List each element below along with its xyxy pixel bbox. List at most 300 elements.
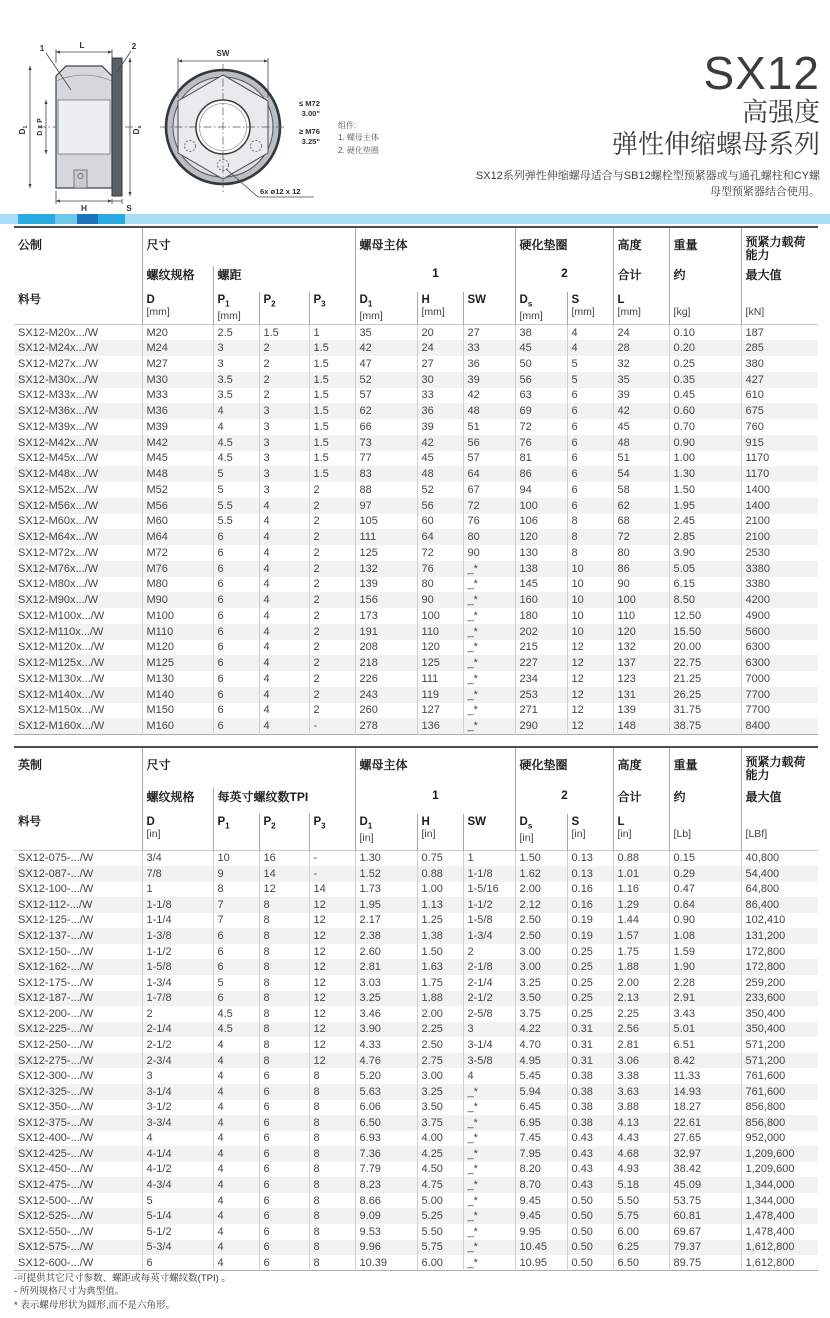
column-header: L [mm]: [613, 292, 669, 325]
value-cell: 12: [309, 913, 355, 929]
value-cell: 1.63: [417, 959, 463, 975]
value-cell: 51: [613, 451, 669, 467]
part-number-cell: SX12-M150x.../W: [18, 704, 105, 717]
group-size: 尺寸: [142, 227, 355, 266]
value-cell: 66: [355, 419, 417, 435]
value-cell: 2: [309, 592, 355, 608]
value-cell: 54: [613, 466, 669, 482]
value-cell: 4: [259, 592, 309, 608]
value-cell: 4: [259, 545, 309, 561]
value-cell: 0.16: [567, 882, 613, 898]
value-cell: 8: [309, 1131, 355, 1147]
note-large-size: 3.25": [301, 137, 320, 146]
value-cell: 3.00: [515, 959, 567, 975]
value-cell: 7: [213, 913, 259, 929]
value-cell: 0.90: [669, 913, 741, 929]
value-cell: 6: [213, 718, 259, 734]
value-cell: 2-5/8: [463, 1006, 515, 1022]
value-cell: 39: [613, 388, 669, 404]
value-cell: 90: [613, 577, 669, 593]
value-cell: 12: [309, 991, 355, 1007]
column-header: S [in]: [567, 814, 613, 851]
value-cell: 6: [259, 1100, 309, 1116]
value-cell: 3.5: [213, 388, 259, 404]
part-number-cell: SX12-M42x.../W: [18, 436, 99, 449]
value-cell: 16: [259, 851, 309, 867]
value-cell: 0.20: [669, 340, 741, 356]
value-cell: M160: [142, 718, 213, 734]
value-cell: _*: [463, 718, 515, 734]
value-cell: 4: [259, 655, 309, 671]
value-cell: 187: [741, 325, 818, 341]
value-cell: M130: [142, 671, 213, 687]
value-cell: 3.25: [417, 1084, 463, 1100]
value-cell: 5: [567, 372, 613, 388]
value-cell: 7000: [741, 671, 818, 687]
value-cell: 5.75: [417, 1240, 463, 1256]
value-cell: 4: [213, 403, 259, 419]
subtitle-series-name: 弹性伸缩螺母系列: [611, 128, 820, 159]
value-cell: 5.63: [355, 1084, 417, 1100]
value-cell: 64,800: [741, 882, 818, 898]
value-cell: _*: [463, 592, 515, 608]
value-cell: 67: [463, 482, 515, 498]
part-number-cell: SX12-M64x.../W: [18, 531, 99, 544]
value-cell: 2: [309, 671, 355, 687]
value-cell: 1.57: [613, 928, 669, 944]
value-cell: 10: [567, 608, 613, 624]
value-cell: 2.50: [417, 1037, 463, 1053]
table-row: [14, 1240, 818, 1256]
table-row: [14, 1100, 818, 1116]
value-cell: 856,800: [741, 1115, 818, 1131]
value-cell: 5-1/2: [142, 1224, 213, 1240]
value-cell: 6: [213, 624, 259, 640]
value-cell: 4.00: [417, 1131, 463, 1147]
column-header: $D_1$ [in]: [355, 814, 417, 851]
value-cell: M36: [142, 403, 213, 419]
value-cell: 4.95: [515, 1053, 567, 1069]
value-cell: 5: [213, 975, 259, 991]
column-header: SW: [463, 292, 515, 325]
value-cell: 4: [142, 1131, 213, 1147]
value-cell: 51: [463, 419, 515, 435]
value-cell: 4.70: [515, 1037, 567, 1053]
value-cell: 4: [213, 1037, 259, 1053]
series-description: SX12系列弹性伸缩螺母适合与SB12螺栓型预紧器或与通孔螺柱和CY螺母型预紧器结合使用。: [475, 170, 820, 199]
value-cell: 38: [515, 325, 567, 341]
value-cell: 10.39: [355, 1255, 417, 1271]
value-cell: 4: [259, 577, 309, 593]
value-cell: 1400: [741, 498, 818, 514]
value-cell: 1,209,600: [741, 1162, 818, 1178]
column-header-part: 料号: [18, 816, 41, 828]
value-cell: 2.50: [515, 913, 567, 929]
value-cell: 12: [309, 944, 355, 960]
value-cell: 4200: [741, 592, 818, 608]
value-cell: 8: [259, 1022, 309, 1038]
value-cell: 120: [515, 529, 567, 545]
value-cell: 9: [213, 866, 259, 882]
value-cell: 2.5: [213, 325, 259, 341]
value-cell: 2.60: [355, 944, 417, 960]
table-row: [14, 435, 818, 451]
value-cell: _*: [463, 577, 515, 593]
value-cell: 3.63: [613, 1084, 669, 1100]
value-cell: 0.25: [567, 975, 613, 991]
value-cell: 6: [259, 1162, 309, 1178]
value-cell: 64: [463, 466, 515, 482]
value-cell: 30: [417, 372, 463, 388]
part-number-cell: SX12-M100x.../W: [18, 609, 105, 622]
table-row: [14, 1162, 818, 1178]
value-cell: 6.15: [669, 577, 741, 593]
sub-total: 合计: [613, 788, 669, 814]
value-cell: _*: [463, 1162, 515, 1178]
value-cell: 0.43: [567, 1146, 613, 1162]
value-cell: 88: [355, 482, 417, 498]
value-cell: 5.25: [417, 1208, 463, 1224]
value-cell: _*: [463, 1255, 515, 1271]
value-cell: 20: [417, 325, 463, 341]
group-size: 尺寸: [142, 747, 355, 788]
accent-bar-segment: [0, 214, 18, 224]
value-cell: 12: [567, 655, 613, 671]
value-cell: 5.50: [417, 1224, 463, 1240]
value-cell: 31.75: [669, 703, 741, 719]
value-cell: 4: [213, 1162, 259, 1178]
value-cell: 160: [515, 592, 567, 608]
value-cell: 3.06: [613, 1053, 669, 1069]
value-cell: 1-5/8: [142, 959, 213, 975]
value-cell: 38.42: [669, 1162, 741, 1178]
value-cell: 2.91: [669, 991, 741, 1007]
value-cell: 6.93: [355, 1131, 417, 1147]
value-cell: 1170: [741, 466, 818, 482]
table-row: [14, 1146, 818, 1162]
value-cell: 76: [463, 514, 515, 530]
value-cell: 6: [259, 1084, 309, 1100]
value-cell: 2.81: [355, 959, 417, 975]
value-cell: 8: [309, 1115, 355, 1131]
value-cell: 2.38: [355, 928, 417, 944]
value-cell: 2.50: [515, 928, 567, 944]
value-cell: 50: [515, 356, 567, 372]
value-cell: 172,800: [741, 959, 818, 975]
value-cell: 1.50: [669, 482, 741, 498]
table-row: [14, 897, 818, 913]
value-cell: 1-1/2: [142, 944, 213, 960]
value-cell: 15.50: [669, 624, 741, 640]
value-cell: 3.25: [355, 991, 417, 1007]
value-cell: 6: [213, 655, 259, 671]
value-cell: 4: [213, 1193, 259, 1209]
dim-label-DxP: D x P: [37, 118, 44, 136]
value-cell: 2530: [741, 545, 818, 561]
dim-label-D1: $D_1$: [18, 125, 29, 135]
value-cell: _*: [463, 671, 515, 687]
part-number-cell: SX12-175-.../W: [18, 976, 94, 989]
side-view: [18, 41, 143, 213]
part-number-cell: SX12-300-.../W: [18, 1070, 94, 1083]
value-cell: 0.90: [669, 435, 741, 451]
value-cell: 6.45: [515, 1100, 567, 1116]
value-cell: 3: [259, 435, 309, 451]
part-number-cell: SX12-M76x.../W: [18, 562, 99, 575]
value-cell: M80: [142, 577, 213, 593]
table-row: [14, 1115, 818, 1131]
value-cell: 1.5: [309, 451, 355, 467]
value-cell: 8: [567, 514, 613, 530]
value-cell: M45: [142, 451, 213, 467]
value-cell: 12: [567, 671, 613, 687]
value-cell: 260: [355, 703, 417, 719]
value-cell: 3.90: [669, 545, 741, 561]
value-cell: 2100: [741, 529, 818, 545]
value-cell: 8: [259, 1053, 309, 1069]
value-cell: 3.75: [417, 1115, 463, 1131]
value-cell: 0.50: [567, 1240, 613, 1256]
value-cell: 36: [417, 403, 463, 419]
value-cell: 1.5: [309, 419, 355, 435]
value-cell: 10: [567, 592, 613, 608]
value-cell: 6300: [741, 655, 818, 671]
sub-item-1: 1: [355, 788, 515, 814]
value-cell: 4.25: [417, 1146, 463, 1162]
value-cell: 80: [613, 545, 669, 561]
value-cell: 7.79: [355, 1162, 417, 1178]
part-number-cell: SX12-575-.../W: [18, 1241, 94, 1254]
value-cell: 0.13: [567, 851, 613, 867]
value-cell: 8: [309, 1208, 355, 1224]
value-cell: 4: [567, 325, 613, 341]
value-cell: 2: [259, 388, 309, 404]
value-cell: 0.50: [567, 1255, 613, 1271]
value-cell: 68: [613, 514, 669, 530]
part-number-cell: SX12-162-.../W: [18, 961, 94, 974]
value-cell: 2.28: [669, 975, 741, 991]
value-cell: 56: [463, 435, 515, 451]
value-cell: 1,344,000: [741, 1177, 818, 1193]
value-cell: 4-1/4: [142, 1146, 213, 1162]
value-cell: 8: [309, 1100, 355, 1116]
column-header: $D_1$ [mm]: [355, 292, 417, 325]
value-cell: 80: [463, 529, 515, 545]
value-cell: 2: [309, 655, 355, 671]
value-cell: M76: [142, 561, 213, 577]
value-cell: 4: [259, 718, 309, 734]
value-cell: 9.53: [355, 1224, 417, 1240]
value-cell: 0.10: [669, 325, 741, 341]
value-cell: 138: [515, 561, 567, 577]
sub-approx: 约: [669, 266, 741, 292]
group-height: 高度: [613, 227, 669, 266]
value-cell: 0.38: [567, 1115, 613, 1131]
value-cell: 5: [213, 466, 259, 482]
value-cell: 253: [515, 687, 567, 703]
part-number-cell: SX12-M110x.../W: [18, 625, 104, 638]
value-cell: _*: [463, 640, 515, 656]
value-cell: 6.00: [417, 1255, 463, 1271]
value-cell: 21.25: [669, 671, 741, 687]
value-cell: 6: [213, 703, 259, 719]
value-cell: 119: [417, 687, 463, 703]
value-cell: 97: [355, 498, 417, 514]
value-cell: 1.13: [417, 897, 463, 913]
value-cell: 2.85: [669, 529, 741, 545]
value-cell: 761,600: [741, 1084, 818, 1100]
value-cell: 5.05: [669, 561, 741, 577]
value-cell: 132: [613, 640, 669, 656]
value-cell: 571,200: [741, 1037, 818, 1053]
footnote-line: * 表示螺母形状为圆形,而不是六角形。: [14, 1299, 175, 1311]
value-cell: 45: [515, 340, 567, 356]
value-cell: M125: [142, 655, 213, 671]
value-cell: 3: [259, 451, 309, 467]
value-cell: 7700: [741, 687, 818, 703]
value-cell: 1.62: [515, 866, 567, 882]
value-cell: 3: [213, 340, 259, 356]
value-cell: M60: [142, 514, 213, 530]
value-cell: 32.97: [669, 1146, 741, 1162]
part-number-cell: SX12-M52x.../W: [18, 483, 99, 496]
value-cell: 6: [213, 529, 259, 545]
value-cell: 8.20: [515, 1162, 567, 1178]
value-cell: 1.75: [417, 975, 463, 991]
value-cell: 38.75: [669, 718, 741, 734]
value-cell: 3: [259, 482, 309, 498]
value-cell: 7.45: [515, 1131, 567, 1147]
value-cell: _*: [463, 1100, 515, 1116]
value-cell: 12: [309, 1006, 355, 1022]
value-cell: 0.31: [567, 1022, 613, 1038]
value-cell: 4: [259, 561, 309, 577]
column-header: D [mm]: [142, 292, 213, 325]
value-cell: 5.01: [669, 1022, 741, 1038]
value-cell: 6.51: [669, 1037, 741, 1053]
value-cell: 47: [355, 356, 417, 372]
technical-drawing: [8, 38, 340, 219]
value-cell: 6: [213, 592, 259, 608]
column-header: SW: [463, 814, 515, 851]
value-cell: 6: [259, 1193, 309, 1209]
value-cell: 6: [259, 1146, 309, 1162]
value-cell: 4: [213, 1084, 259, 1100]
value-cell: 1-1/4: [142, 913, 213, 929]
value-cell: 6: [259, 1068, 309, 1084]
value-cell: 3: [213, 356, 259, 372]
part-number-cell: SX12-450-.../W: [18, 1163, 94, 1176]
value-cell: 4-3/4: [142, 1177, 213, 1193]
value-cell: 0.38: [567, 1084, 613, 1100]
value-cell: 1,344,000: [741, 1193, 818, 1209]
value-cell: 28: [613, 340, 669, 356]
note-small-size: 3.00": [301, 109, 320, 118]
value-cell: 2: [309, 498, 355, 514]
value-cell: 33: [417, 388, 463, 404]
value-cell: M20: [142, 325, 213, 341]
value-cell: 2-1/8: [463, 959, 515, 975]
value-cell: 2.13: [613, 991, 669, 1007]
table-row: [14, 959, 818, 975]
value-cell: 125: [417, 655, 463, 671]
table-row: [14, 1224, 818, 1240]
value-cell: 94: [515, 482, 567, 498]
value-cell: 2: [309, 640, 355, 656]
value-cell: 9.45: [515, 1193, 567, 1209]
value-cell: 0.45: [669, 388, 741, 404]
imperial-table: [14, 746, 818, 1271]
value-cell: 2-1/4: [463, 975, 515, 991]
value-cell: M110: [142, 624, 213, 640]
value-cell: 1.16: [613, 882, 669, 898]
value-cell: M140: [142, 687, 213, 703]
value-cell: 6: [567, 419, 613, 435]
value-cell: 40,800: [741, 851, 818, 867]
value-cell: 86: [515, 466, 567, 482]
hardened-washer: [112, 58, 122, 196]
value-cell: 2.45: [669, 514, 741, 530]
dim-label-SW: SW: [216, 49, 230, 58]
value-cell: 3.00: [515, 944, 567, 960]
value-cell: 53.75: [669, 1193, 741, 1209]
value-cell: 6: [213, 577, 259, 593]
value-cell: 48: [463, 403, 515, 419]
value-cell: 5-1/4: [142, 1208, 213, 1224]
table-row: [14, 529, 818, 545]
value-cell: 2: [309, 687, 355, 703]
part-number-cell: SX12-M36x.../W: [18, 405, 99, 418]
part-number-cell: SX12-M160x.../W: [18, 719, 105, 732]
value-cell: 5.5: [213, 498, 259, 514]
value-cell: 4: [259, 498, 309, 514]
value-cell: 3.88: [613, 1100, 669, 1116]
value-cell: 8: [309, 1146, 355, 1162]
sub-item-2: 2: [515, 266, 613, 292]
value-cell: 136: [417, 718, 463, 734]
value-cell: 3: [259, 403, 309, 419]
column-header: S [mm]: [567, 292, 613, 325]
value-cell: 110: [613, 608, 669, 624]
column-header: $P_1$: [213, 814, 259, 851]
sub-pitch: 螺距: [213, 266, 355, 292]
value-cell: 6: [259, 1255, 309, 1271]
column-header: [Lb]: [669, 814, 741, 851]
value-cell: 0.50: [567, 1208, 613, 1224]
value-cell: 100: [417, 608, 463, 624]
value-cell: 4.5: [213, 435, 259, 451]
value-cell: 3: [259, 466, 309, 482]
part-number-cell: SX12-112-.../W: [18, 898, 93, 911]
value-cell: 9.96: [355, 1240, 417, 1256]
part-number-cell: SX12-500-.../W: [18, 1194, 94, 1207]
value-cell: 173: [355, 608, 417, 624]
value-cell: 3: [463, 1022, 515, 1038]
value-cell: 0.15: [669, 851, 741, 867]
value-cell: 105: [355, 514, 417, 530]
part-number-cell: SX12-350-.../W: [18, 1101, 94, 1114]
value-cell: 1,612,800: [741, 1240, 818, 1256]
value-cell: 76: [417, 561, 463, 577]
value-cell: 8: [309, 1255, 355, 1271]
value-cell: 6: [213, 991, 259, 1007]
value-cell: 12: [309, 928, 355, 944]
value-cell: 2-1/2: [142, 1037, 213, 1053]
part-number-cell: SX12-M33x.../W: [18, 389, 99, 402]
value-cell: M24: [142, 340, 213, 356]
part-number-cell: SX12-150-.../W: [18, 945, 94, 958]
value-cell: 12: [567, 718, 613, 734]
